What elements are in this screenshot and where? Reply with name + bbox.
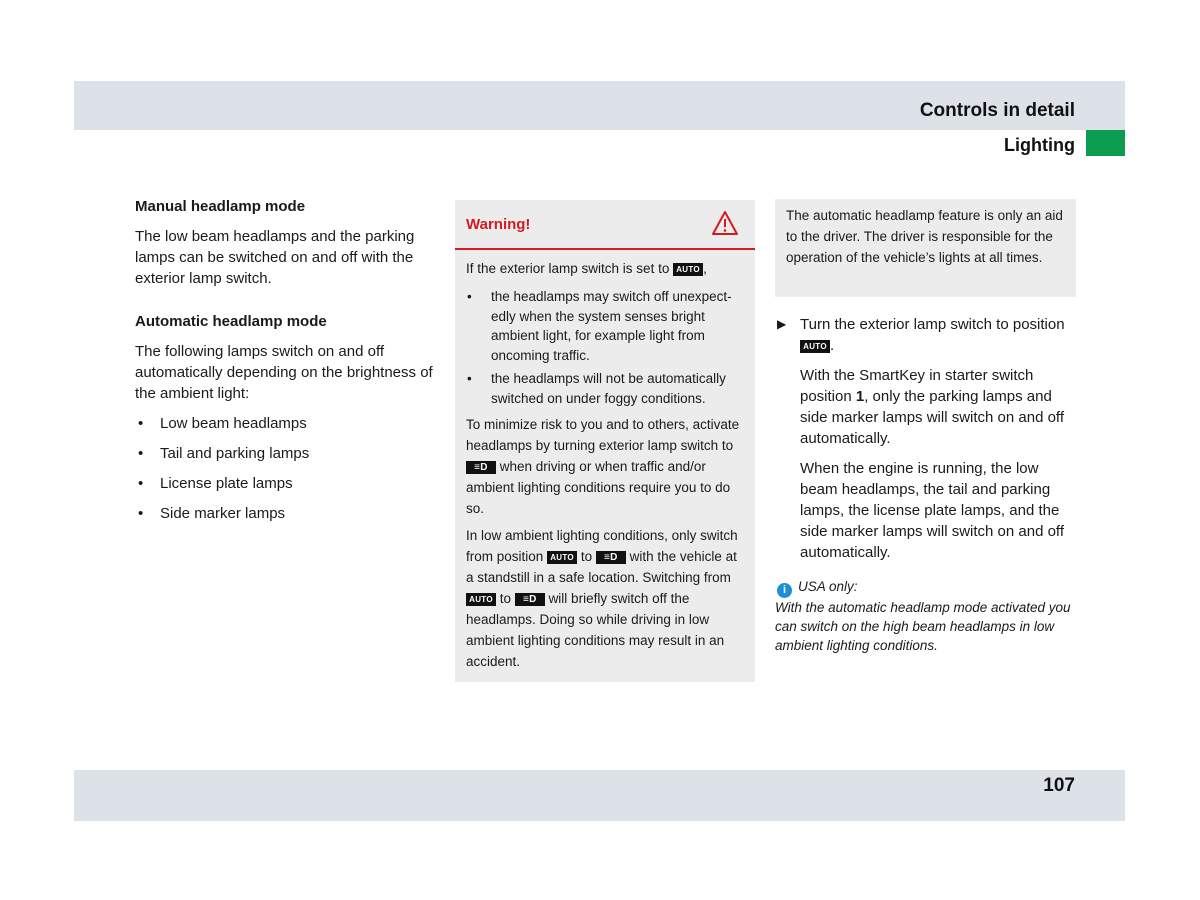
info-text: With the automatic headlamp mode activated you can switch on the high beam headlamps in low ambient lighting conditions. xyxy=(775,600,1071,653)
left-column xyxy=(135,196,440,533)
list-item: • the headlamps may switch off unexpect-edly when the system senses bright ambient light, for example light from oncoming traffic. xyxy=(466,287,744,365)
low-beam-symbol-icon: ≡D xyxy=(596,551,626,564)
section-title: Controls in detail xyxy=(919,100,1075,121)
warning-paragraph-3: In low ambient lighting conditions, only switch from position AUTO to ≡D with the vehicle at a standstill in a safe location. Switching from AUTO to ≡D will briefly switch off the headlamps. Doing so while driving in low ambient lighting conditions may result in an accident. xyxy=(466,528,738,669)
warning-header xyxy=(455,200,755,250)
step-detail-1: With the SmartKey in starter switch position 1, only the parking lamps and side marker lamps will switch on and off automatically. xyxy=(800,367,1064,447)
manual-mode-heading: Manual headlamp mode xyxy=(135,198,306,215)
info-label: USA only: xyxy=(798,579,858,594)
list-item: • Tail and parking lamps xyxy=(135,443,440,464)
low-beam-symbol-icon: ≡D xyxy=(466,461,496,474)
warning-triangle-icon xyxy=(711,210,739,236)
footer-band xyxy=(74,770,1125,821)
warning-box xyxy=(455,200,755,682)
auto-symbol-icon: AUTO xyxy=(547,551,577,564)
warning-title: Warning! xyxy=(466,216,531,233)
warning-intro: If the exterior lamp switch is set to AUTO , xyxy=(466,261,707,276)
low-beam-symbol-icon: ≡D xyxy=(515,593,545,606)
note-box: The automatic headlamp feature is only an aid to the driver. The driver is responsible for the operation of the vehicle’s lights at all times. xyxy=(775,199,1076,297)
info-note xyxy=(775,577,1080,655)
warning-body xyxy=(455,250,755,672)
step-detail-2: When the engine is running, the low beam headlamps, the tail and parking lamps, the license plate lamps, and the side marker lamps will switch on and off automatically. xyxy=(800,460,1064,561)
automatic-mode-heading: Automatic headlamp mode xyxy=(135,313,327,330)
chapter-tab-marker xyxy=(1086,130,1125,156)
page-number: 107 xyxy=(1043,775,1075,796)
list-item: • License plate lamps xyxy=(135,473,440,494)
right-column xyxy=(775,314,1075,572)
warning-bullets xyxy=(466,287,744,408)
list-item: • Low beam headlamps xyxy=(135,413,440,434)
warning-paragraph-2: To minimize risk to you and to others, activate headlamps by turning exterior lamp switch to ≡D when driving or when traffic and/or ambient lighting conditions require you to do so. xyxy=(466,417,740,516)
list-item: • Side marker lamps xyxy=(135,503,440,524)
auto-symbol-icon: AUTO xyxy=(673,263,703,276)
instruction-step xyxy=(775,314,1075,563)
automatic-mode-text: The following lamps switch on and off automatically depending on the brightness of the ambient light: xyxy=(135,343,433,402)
auto-symbol-icon: AUTO xyxy=(466,593,496,606)
auto-symbol-icon: AUTO xyxy=(800,340,830,353)
manual-mode-text: The low beam headlamps and the parking lamps can be switched on and off with the exterior lamp switch. xyxy=(135,228,415,287)
step-text: Turn the exterior lamp switch to position AUTO . xyxy=(800,316,1065,354)
step-arrow-icon: ▶ xyxy=(777,317,787,331)
lamp-list xyxy=(135,413,440,524)
info-icon: i xyxy=(777,583,792,598)
subsection-title: Lighting xyxy=(1004,135,1075,155)
list-item: • the headlamps will not be automatically switched on under foggy conditions. xyxy=(466,369,744,408)
